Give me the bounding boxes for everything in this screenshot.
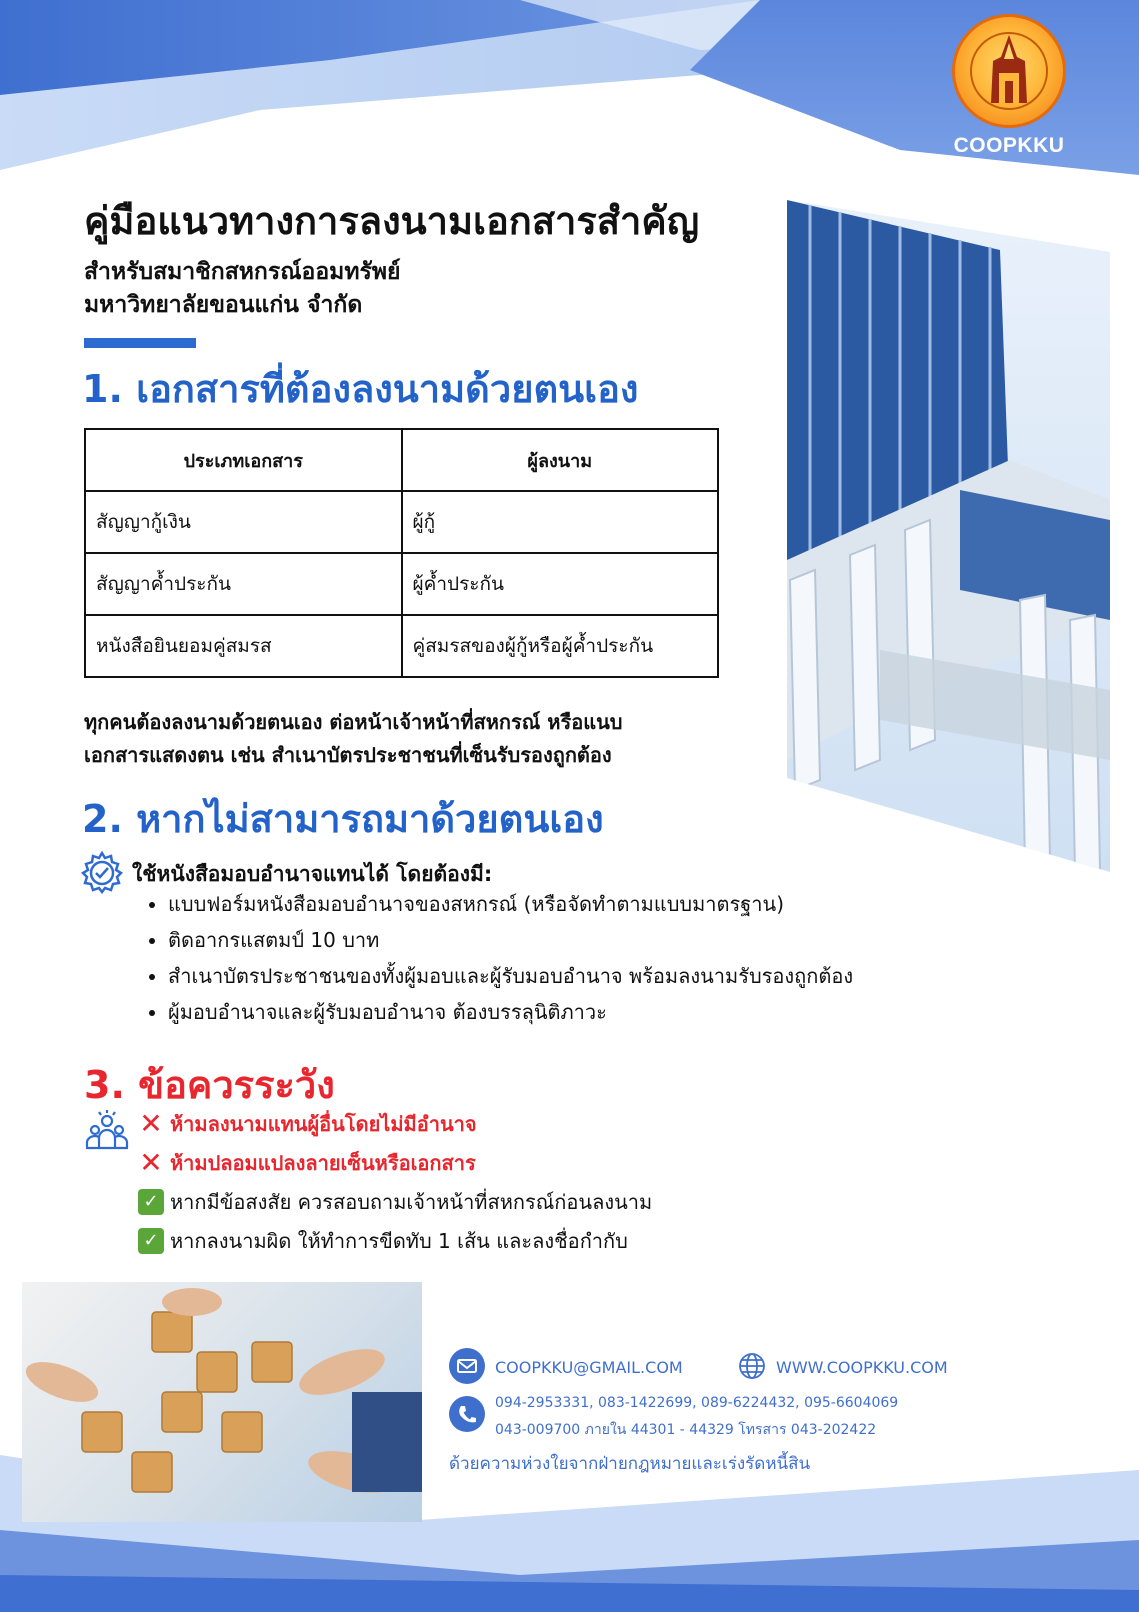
- teamwork-photo: [22, 1282, 422, 1522]
- page-subtitle: [84, 256, 400, 322]
- cross-icon: ✕: [139, 1145, 163, 1179]
- table-cell: คู่สมรสของผู้กู้หรือผู้ค้ำประกัน: [402, 615, 719, 677]
- table-header-row: [85, 429, 718, 491]
- phone-numbers-line2: 043-009700 ภายใน 44301 - 44329 โทรสาร 043-202422: [495, 1422, 877, 1438]
- section1-heading: 1. เอกสารที่ต้องลงนามด้วยตนเอง: [82, 367, 639, 411]
- people-group-icon: [84, 1110, 130, 1156]
- tip-item: [138, 1182, 652, 1221]
- requirements-list: [140, 886, 853, 1030]
- warning-item: [138, 1104, 652, 1143]
- gear-check-icon: [80, 850, 124, 898]
- table-header-cell: ผู้ลงนาม: [402, 429, 719, 491]
- warning-item: [138, 1143, 652, 1182]
- table-row: [85, 553, 718, 615]
- globe-icon: [738, 1352, 766, 1380]
- cross-icon: ✕: [139, 1106, 163, 1140]
- subtitle-line: สำหรับสมาชิกสหกรณ์ออมทรัพย์: [84, 259, 401, 285]
- footer-note: ด้วยความห่วงใยจากฝ่ายกฎหมายและเร่งรัดหนี้สิน: [449, 1454, 811, 1474]
- table-cell: สัญญากู้เงิน: [85, 491, 402, 553]
- table-row: [85, 615, 718, 677]
- email-icon: [449, 1348, 485, 1384]
- section3-heading: 3. ข้อควรระวัง: [84, 1063, 335, 1107]
- table-row: [85, 491, 718, 553]
- table-cell: ผู้กู้: [402, 491, 719, 553]
- subtitle-line: มหาวิทยาลัยขอนแก่น จำกัด: [84, 292, 363, 318]
- table-header-cell: ประเภทเอกสาร: [85, 429, 402, 491]
- tip-item: [138, 1221, 652, 1260]
- note-line: ทุกคนต้องลงนามด้วยตนเอง ต่อหน้าเจ้าหน้าที่สหกรณ์ หรือแนบ: [84, 710, 623, 734]
- tip-text: หากมีข้อสงสัย ควรสอบถามเจ้าหน้าที่สหกรณ์ก่อนลงนาม: [170, 1189, 653, 1214]
- check-icon: ✓: [138, 1189, 164, 1215]
- caution-list: [138, 1104, 652, 1260]
- table-cell: หนังสือยินยอมคู่สมรส: [85, 615, 402, 677]
- note-line: เอกสารแสดงตน เช่น สำเนาบัตรประชาชนที่เซ็นรับรองถูกต้อง: [84, 743, 612, 767]
- list-item: • ติดอากรแสตมป์ 10 บาท: [168, 922, 853, 958]
- phone-icon: [449, 1396, 485, 1432]
- warning-text: ห้ามปลอมแปลงลายเซ็นหรือเอกสาร: [170, 1150, 476, 1175]
- page-title: คู่มือแนวทางการลงนามเอกสารสำคัญ: [84, 199, 700, 243]
- section2-intro-text: ใช้หนังสือมอบอำนาจแทนได้ โดยต้องมี:: [132, 861, 493, 886]
- table-cell: ผู้ค้ำประกัน: [402, 553, 719, 615]
- tip-text: หากลงนามผิด ให้ทำการขีดทับ 1 เส้น และลงชื่อกำกับ: [170, 1228, 628, 1253]
- email-link[interactable]: COOPKKU@GMAIL.COM: [495, 1358, 683, 1377]
- section1-note: [84, 706, 744, 772]
- section2-heading: 2. หากไม่สามารถมาด้วยตนเอง: [82, 797, 604, 841]
- phone-numbers: 094-2953331, 083-1422699, 089-6224432, 095-6604069: [495, 1395, 899, 1411]
- list-item: • แบบฟอร์มหนังสือมอบอำนาจของสหกรณ์ (หรือจัดทำตามแบบมาตรฐาน): [168, 886, 853, 922]
- website-link[interactable]: WWW.COOPKKU.COM: [776, 1358, 948, 1377]
- signatory-table: [84, 428, 719, 678]
- list-item: • สำเนาบัตรประชาชนของทั้งผู้มอบและผู้รับมอบอำนาจ พร้อมลงนามรับรองถูกต้อง: [168, 958, 853, 994]
- accent-divider: [84, 338, 196, 348]
- list-item: • ผู้มอบอำนาจและผู้รับมอบอำนาจ ต้องบรรลุนิติภาวะ: [168, 994, 853, 1030]
- warning-text: ห้ามลงนามแทนผู้อื่นโดยไม่มีอำนาจ: [170, 1111, 477, 1136]
- table-cell: สัญญาค้ำประกัน: [85, 553, 402, 615]
- check-icon: ✓: [138, 1228, 164, 1254]
- logo-name: COOPKKU: [953, 134, 1065, 157]
